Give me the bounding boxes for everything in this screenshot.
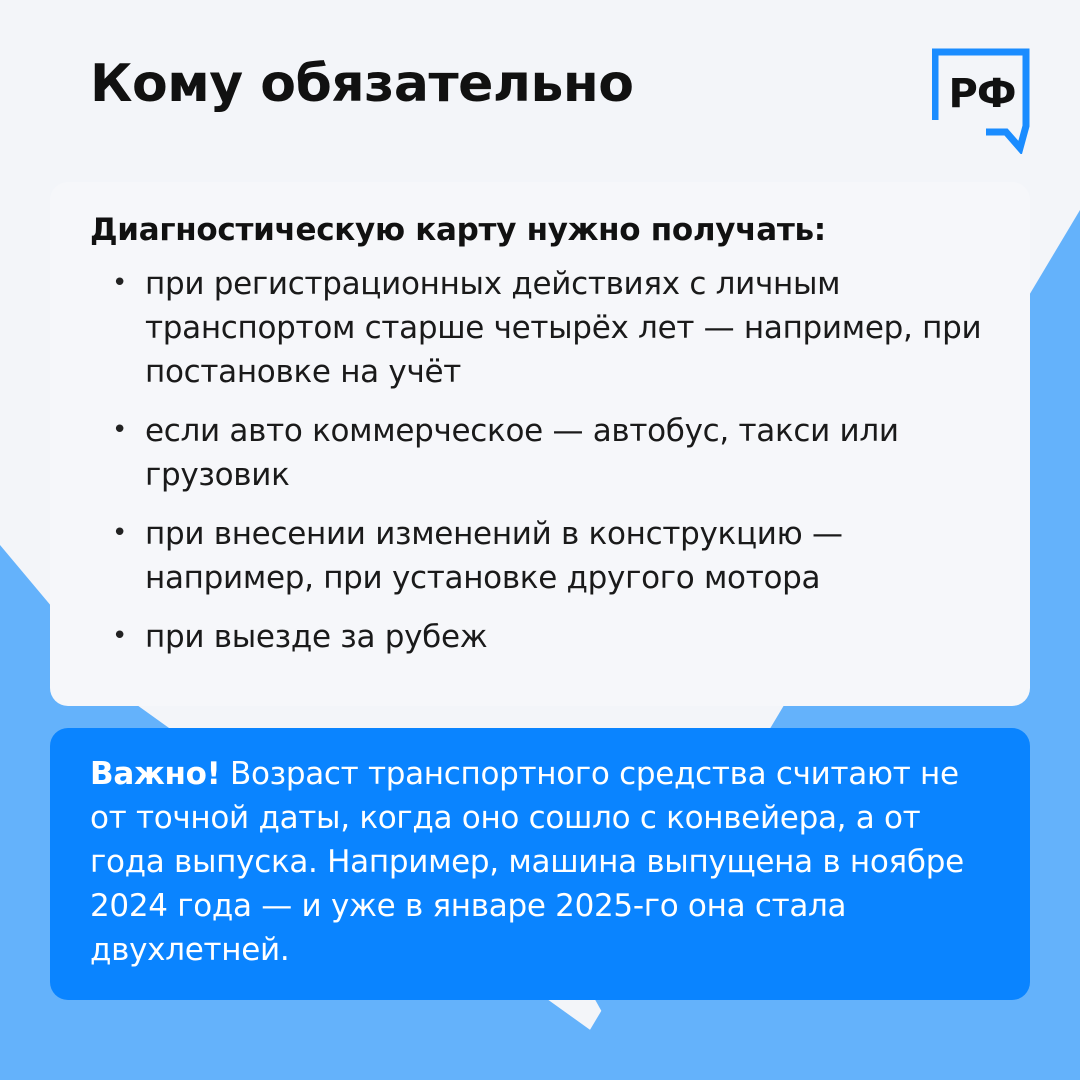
list-item — [90, 409, 990, 497]
logo — [932, 48, 1032, 154]
list-item-text: при выезде за рубеж — [145, 619, 488, 655]
list-item — [90, 262, 990, 394]
list-item-text: при регистрационных действиях с личным транспортом старше четырёх лет — например, при постановке на учёт — [145, 266, 982, 390]
note-text: Возраст транспортного средства считают не от точной даты, когда оно сошло с конвейера, а от года выпуска. Например, машина выпущена в ноябре 2024 года — и уже в январе 2025-го она стала двухлетней. — [90, 756, 964, 968]
page-title: Кому обязательно — [90, 54, 634, 114]
list-item — [90, 512, 990, 600]
bullet-dot: • — [112, 518, 128, 548]
bullet-dot: • — [112, 415, 128, 445]
bullet-dot: • — [112, 268, 128, 298]
bullet-list — [90, 262, 990, 659]
note-label: Важно! — [90, 756, 221, 792]
info-card — [50, 182, 1030, 706]
important-note — [50, 728, 1030, 1000]
logo-text: РФ — [948, 71, 1016, 117]
list-item-text: если авто коммерческое — автобус, такси или грузовик — [145, 413, 899, 493]
card-heading: Диагностическую карту нужно получать: — [90, 212, 826, 248]
list-item-text: при внесении изменений в конструкцию — например, при установке другого мотора — [145, 516, 843, 596]
bullet-dot: • — [112, 621, 128, 651]
list-item — [90, 615, 990, 659]
